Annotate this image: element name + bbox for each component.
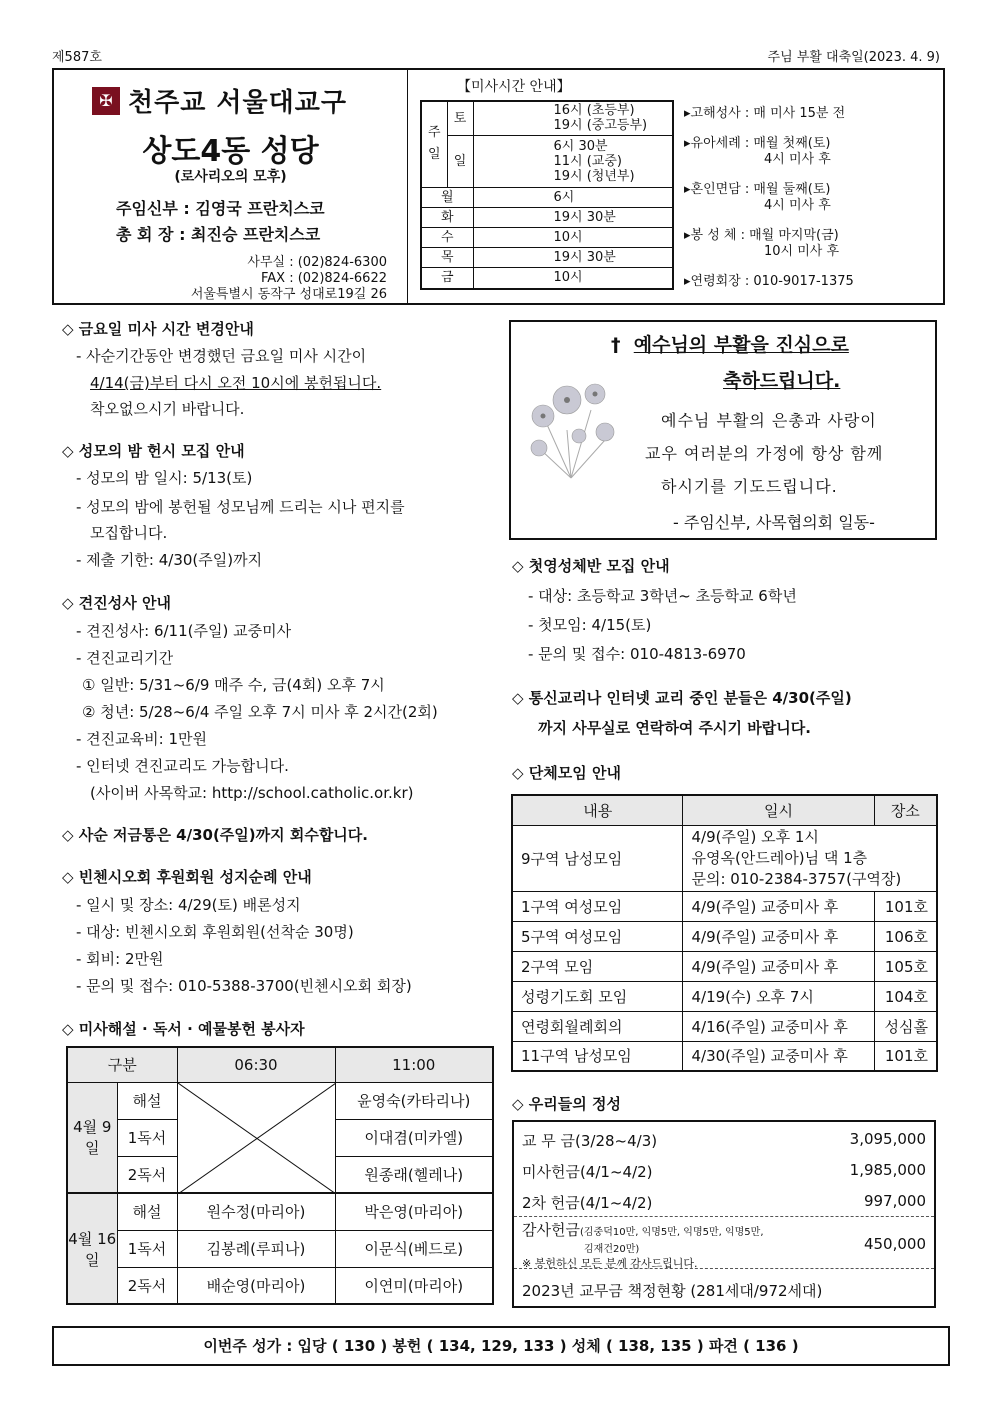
server-name: 이연미(마리아) <box>335 1267 493 1304</box>
offering-row-thanks: 감사헌금(김중덕10만, 익명5만, 익명5만, 익명5만, 김재건20만) ※ 봉헌하신 모든 분께 감사드립니다. 450,000 <box>522 1221 926 1270</box>
text-line: - 인터넷 견진교리도 가능합니다. <box>76 757 289 775</box>
greeting-text: 하시기를 기도드립니다. <box>661 477 838 496</box>
date-cell: 4월 16일 <box>67 1193 117 1304</box>
hymn-numbers: 이번주 성가 : 입당 ( 130 ) 봉헌 ( 134, 129, 133 ) 성체 ( 138, 135 ) 파견 ( 136 ) <box>52 1326 950 1366</box>
sunday-time: 11시 (교중) <box>553 153 622 169</box>
diocese-emblem-icon: ✠ <box>92 87 120 115</box>
weekday-time: 19시 30분 <box>473 207 673 227</box>
text-line: - 사순기간동안 변경했던 금요일 미사 시간이 <box>76 347 367 365</box>
saturday-time: 19시 (중고등부) <box>553 118 648 134</box>
sunday-time: 19시 (청년부) <box>553 168 635 184</box>
group-when: 4/30(주일) 교중미사 후 <box>683 1041 874 1071</box>
text-line: - 성모의 밤에 봉헌될 성모님께 드리는 시나 편지를 <box>76 498 405 516</box>
section-offerings: ◇ 우리들의 정성 <box>512 1095 621 1113</box>
saturday-label: 토 <box>447 101 473 135</box>
server-name: 이문식(베드로) <box>335 1230 493 1267</box>
group-when: 4/16(주일) 교중미사 후 <box>683 1011 874 1041</box>
server-name: 박은영(마리아) <box>335 1193 493 1230</box>
group-name: 5구역 여성모임 <box>512 921 683 951</box>
group-name: 성령기도회 모임 <box>512 981 683 1011</box>
table-header: 구분 <box>67 1047 177 1082</box>
weekday-label: 월 <box>421 187 473 207</box>
sunday-label: 주일 <box>421 101 447 187</box>
offering-divider <box>514 1216 934 1217</box>
weekday-label: 금 <box>421 267 473 289</box>
table-header: 11:00 <box>335 1047 493 1082</box>
table-header: 06:30 <box>177 1047 335 1082</box>
saturday-time: 16시 (초등부) <box>553 103 635 119</box>
office-address: 서울특별시 동작구 성대로19길 26 <box>190 287 387 302</box>
pastor: 주임신부 : 김영국 프란치스코 <box>116 199 325 218</box>
group-place: 105호 <box>874 951 937 981</box>
group-when: 4/9(주일) 오후 1시 유영옥(안드레아)님 댁 1층 문의: 010-2384-3757(구역장) <box>683 825 937 891</box>
offering-pledge-status: 2023년 교무금 책정현황 (281세대/972세대) <box>522 1282 823 1300</box>
sunday-day-label: 일 <box>447 135 473 187</box>
greeting-text: 예수님 부활의 은총과 사랑이 <box>661 411 877 430</box>
role-cell: 2독서 <box>117 1156 177 1193</box>
offerings-box <box>512 1120 936 1308</box>
table-header: 장소 <box>874 795 937 825</box>
role-cell: 1독서 <box>117 1230 177 1267</box>
flower-illustration-icon <box>521 370 625 480</box>
section-confirmation: ◇ 견진성사 안내 <box>62 594 171 612</box>
offering-divider <box>514 1268 934 1269</box>
group-place: 101호 <box>874 1041 937 1071</box>
server-name: 원종래(헬레나) <box>335 1156 493 1193</box>
greeting-signature: - 주임신부, 사목협의회 일동- <box>673 513 875 532</box>
office-phone: 사무실 : (02)824-6300 <box>247 255 387 270</box>
president: 총 회 장 : 최진승 프란치스코 <box>116 225 321 244</box>
server-name: 배순영(마리아) <box>177 1267 335 1304</box>
group-place: 104호 <box>874 981 937 1011</box>
role-cell: 해설 <box>117 1082 177 1119</box>
date-cell: 4월 9일 <box>67 1082 117 1193</box>
office-fax: FAX : (02)824-6622 <box>260 271 387 286</box>
header-divider <box>407 70 408 303</box>
empty-cross-cell <box>177 1082 335 1193</box>
group-when: 4/9(주일) 교중미사 후 <box>683 921 874 951</box>
table-header: 일시 <box>683 795 874 825</box>
greeting-title-2: 축하드립니다. <box>723 370 841 392</box>
mass-times-table <box>420 100 674 290</box>
servers-table <box>66 1046 494 1305</box>
group-place: 성심홀 <box>874 1011 937 1041</box>
text-line: - 일시 및 장소: 4/29(토) 배론성지 <box>76 896 301 914</box>
info-confession: ▸고해성사 : 매 미사 15분 전 <box>684 106 846 121</box>
text-line: - 제출 기한: 4/30(주일)까지 <box>76 551 263 569</box>
server-name: 김봉례(루피나) <box>177 1230 335 1267</box>
weekday-time: 19시 30분 <box>473 247 673 267</box>
issue-date: 주님 부활 대축일(2023. 4. 9) <box>767 50 940 65</box>
text-line: 모집합니다. <box>90 524 168 542</box>
text-line: 4/14(금)부터 다시 오전 10시에 봉헌됩니다. <box>90 374 382 392</box>
issue-number: 제587호 <box>52 50 102 65</box>
text-line: ① 일반: 5/31~6/9 매주 수, 금(4회) 오후 7시 <box>82 676 385 694</box>
text-line: ② 청년: 5/28~6/4 주일 오후 7시 미사 후 2시간(2회) <box>82 703 438 721</box>
group-name: 연령회월례회의 <box>512 1011 683 1041</box>
group-name: 2구역 모임 <box>512 951 683 981</box>
role-cell: 1독서 <box>117 1119 177 1156</box>
group-place: 106호 <box>874 921 937 951</box>
text-line: - 견진교리기간 <box>76 649 174 667</box>
text-line: - 문의 및 접수: 010-5388-3700(빈첸시오회 회장) <box>76 977 412 995</box>
weekday-time: 6시 <box>473 187 673 207</box>
group-when: 4/9(주일) 교중미사 후 <box>683 891 874 921</box>
role-cell: 2독서 <box>117 1267 177 1304</box>
group-when: 4/9(주일) 교중미사 후 <box>683 951 874 981</box>
info-marriage: ▸혼인면담 : 매월 둘째(토) 4시 미사 후 <box>684 182 831 213</box>
section-servers: ◇ 미사해설 · 독서 · 예물봉헌 봉사자 <box>62 1020 305 1038</box>
section-lent-box: ◇ 사순 저금통은 4/30(주일)까지 회수합니다. <box>62 826 368 844</box>
text-line: - 대상: 빈첸시오회 후원회원(선착순 30명) <box>76 923 354 941</box>
text-line: - 견진교육비: 1만원 <box>76 730 207 748</box>
group-name: 1구역 여성모임 <box>512 891 683 921</box>
group-name: 9구역 남성모임 <box>512 825 683 891</box>
greeting-title: † 예수님의 부활을 진심으로 <box>611 334 849 356</box>
section-group-meetings: ◇ 단체모임 안내 <box>512 764 621 782</box>
server-name: 이대겸(미카엘) <box>335 1119 493 1156</box>
group-place: 101호 <box>874 891 937 921</box>
section-vincent-pilgrimage: ◇ 빈첸시오회 후원회원 성지순례 안내 <box>62 868 312 886</box>
text-line: - 성모의 밤 일시: 5/13(토) <box>76 469 253 487</box>
cross-icon: † <box>611 334 621 356</box>
text-line: - 견진성사: 6/11(주일) 교중미사 <box>76 622 292 640</box>
diocese-name: 천주교 서울대교구 <box>128 88 347 118</box>
group-name: 11구역 남성모임 <box>512 1041 683 1071</box>
bulletin-header <box>52 68 945 305</box>
weekday-time: 10시 <box>473 227 673 247</box>
group-meetings-table <box>511 794 938 1072</box>
section-catechism-notice: ◇ 통신교리나 인터넷 교리 중인 분들은 4/30(주일) <box>512 689 852 707</box>
text-line: - 첫모임: 4/15(토) <box>528 616 652 634</box>
church-patron: (로사리오의 모후) <box>174 169 287 185</box>
section-friday-mass: ◇ 금요일 미사 시간 변경안내 <box>62 320 254 338</box>
text-line: 착오없으시기 바랍니다. <box>90 400 245 418</box>
offering-row: 2차 헌금(4/1~4/2) 997,000 <box>522 1192 926 1212</box>
weekday-label: 수 <box>421 227 473 247</box>
diocese-logo <box>92 82 347 119</box>
info-funeral-head: ▸연령회장 : 010-9017-1375 <box>684 274 854 289</box>
section-marian-night: ◇ 성모의 밤 헌시 모집 안내 <box>62 442 245 460</box>
info-communion: ▸봉 성 체 : 매월 마지막(금) 10시 미사 후 <box>684 228 840 259</box>
mass-times-title: 【미사시간 안내】 <box>457 79 571 95</box>
weekday-label: 목 <box>421 247 473 267</box>
server-name: 원수정(마리아) <box>177 1193 335 1230</box>
church-name: 상도4동 성당 <box>142 134 319 169</box>
section-first-communion: ◇ 첫영성체반 모집 안내 <box>512 557 670 575</box>
cyber-school-link[interactable]: (사이버 사목학교: http://school.catholic.or.kr) <box>90 784 414 802</box>
server-name: 윤영숙(카타리나) <box>335 1082 493 1119</box>
offering-row: 교 무 금(3/28~4/3) 3,095,000 <box>522 1130 926 1150</box>
table-header: 내용 <box>512 795 683 825</box>
text-line: 까지 사무실로 연락하여 주시기 바랍니다. <box>538 719 811 737</box>
role-cell: 해설 <box>117 1193 177 1230</box>
weekday-label: 화 <box>421 207 473 227</box>
text-line: - 회비: 2만원 <box>76 950 164 968</box>
offering-row: 미사헌금(4/1~4/2) 1,985,000 <box>522 1161 926 1181</box>
text-line: - 문의 및 접수: 010-4813-6970 <box>528 645 746 663</box>
sunday-time: 6시 30분 <box>553 138 608 154</box>
greeting-text: 교우 여러분의 가정에 항상 함께 <box>645 444 884 463</box>
text-line: - 대상: 초등학교 3학년~ 초등학교 6학년 <box>528 587 797 605</box>
cross-out-icon <box>178 1083 336 1194</box>
easter-greeting-box <box>509 320 937 540</box>
weekday-time: 10시 <box>473 267 673 289</box>
info-baptism: ▸유아세례 : 매월 첫째(토) 4시 미사 후 <box>684 136 831 167</box>
group-when: 4/19(수) 오후 7시 <box>683 981 874 1011</box>
